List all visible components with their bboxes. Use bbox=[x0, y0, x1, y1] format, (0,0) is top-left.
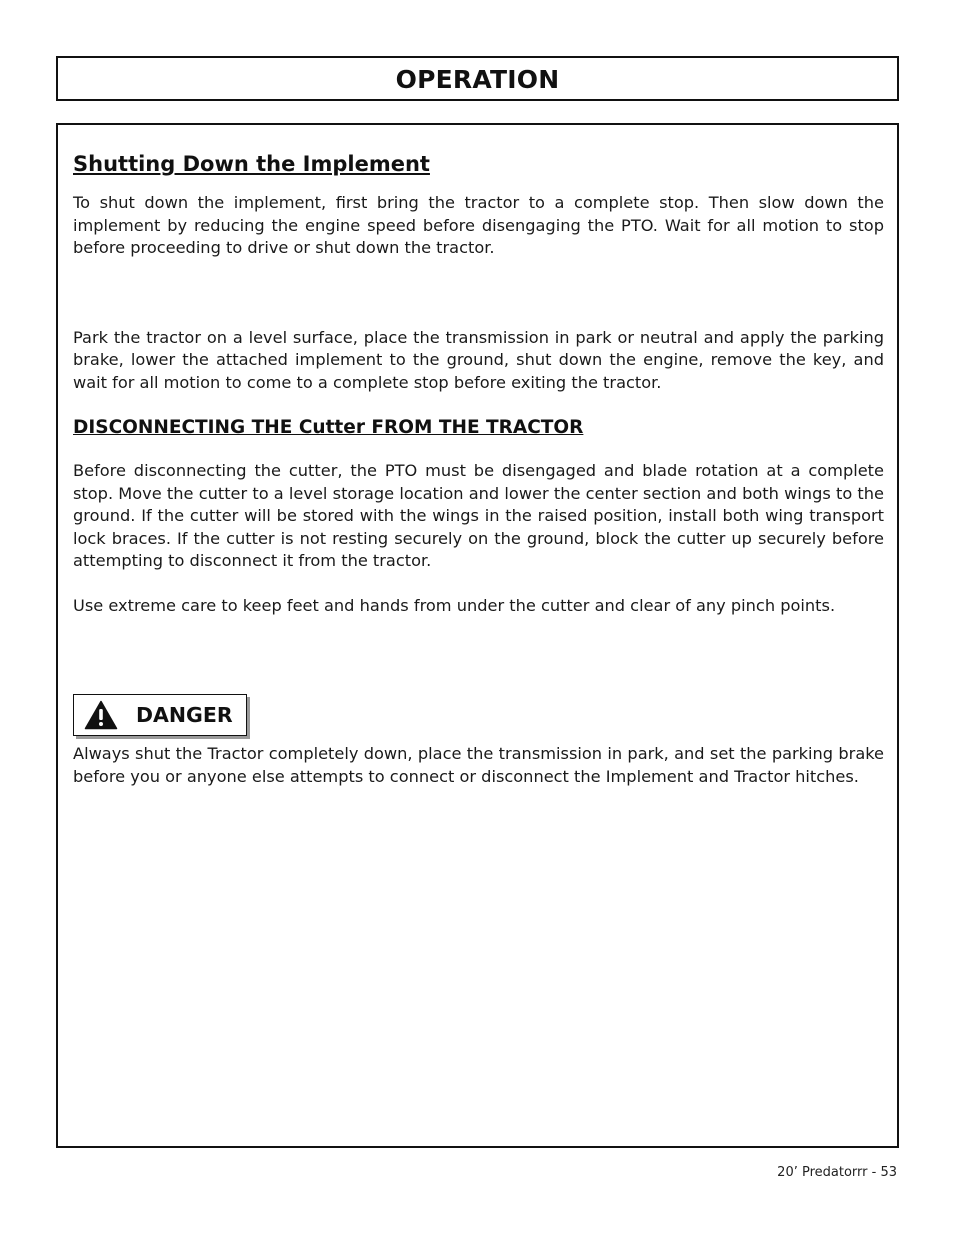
danger-label: DANGER bbox=[136, 703, 233, 727]
page-header bbox=[56, 56, 899, 101]
warning-triangle-icon bbox=[84, 700, 118, 730]
section-heading-disconnecting: DISCONNECTING THE Cutter FROM THE TRACTOR bbox=[73, 417, 584, 438]
shutdown-paragraph-2: Park the tractor on a level surface, place the transmission in park or neutral and apply the parking brake, lower the attached implement to the ground, shut down the engine, remove the key, and wait for all motion to come to a complete stop before exiting the tractor. bbox=[73, 327, 884, 392]
page-footer: 20’ Predatorrr - 53 bbox=[777, 1165, 897, 1180]
disconnect-paragraph-1: Before disconnecting the cutter, the PTO must be disengaged and blade rotation at a complete stop. Move the cutter to a level storage location and lower the center section and both wings to the ground. If the cutter will be stored with the wings in the raised position, install both wing transport lock braces. If the cutter is not resting securely on the ground, block the cutter up securely before attempting to disconnect it from the tractor. bbox=[73, 461, 884, 570]
danger-badge bbox=[73, 694, 247, 736]
section-heading-shutting-down: Shutting Down the Implement bbox=[73, 152, 430, 176]
shutdown-paragraph-1: To shut down the implement, first bring the tractor to a complete stop. Then slow down the implement by reducing the engine speed before disengaging the PTO. Wait for all motion to stop before proceeding to drive or shut down the tractor. bbox=[73, 193, 884, 257]
disconnect-paragraph-2: Use extreme care to keep feet and hands from under the cutter and clear of any pinch points. bbox=[73, 595, 836, 615]
page-title: OPERATION bbox=[395, 64, 560, 94]
danger-text: Always shut the Tractor completely down, place the transmission in park, and set the parking brake before you or anyone else attempts to connect or disconnect the Implement and Tractor hitches. bbox=[73, 744, 884, 786]
content-panel bbox=[56, 123, 899, 1148]
content-body bbox=[73, 149, 884, 617]
